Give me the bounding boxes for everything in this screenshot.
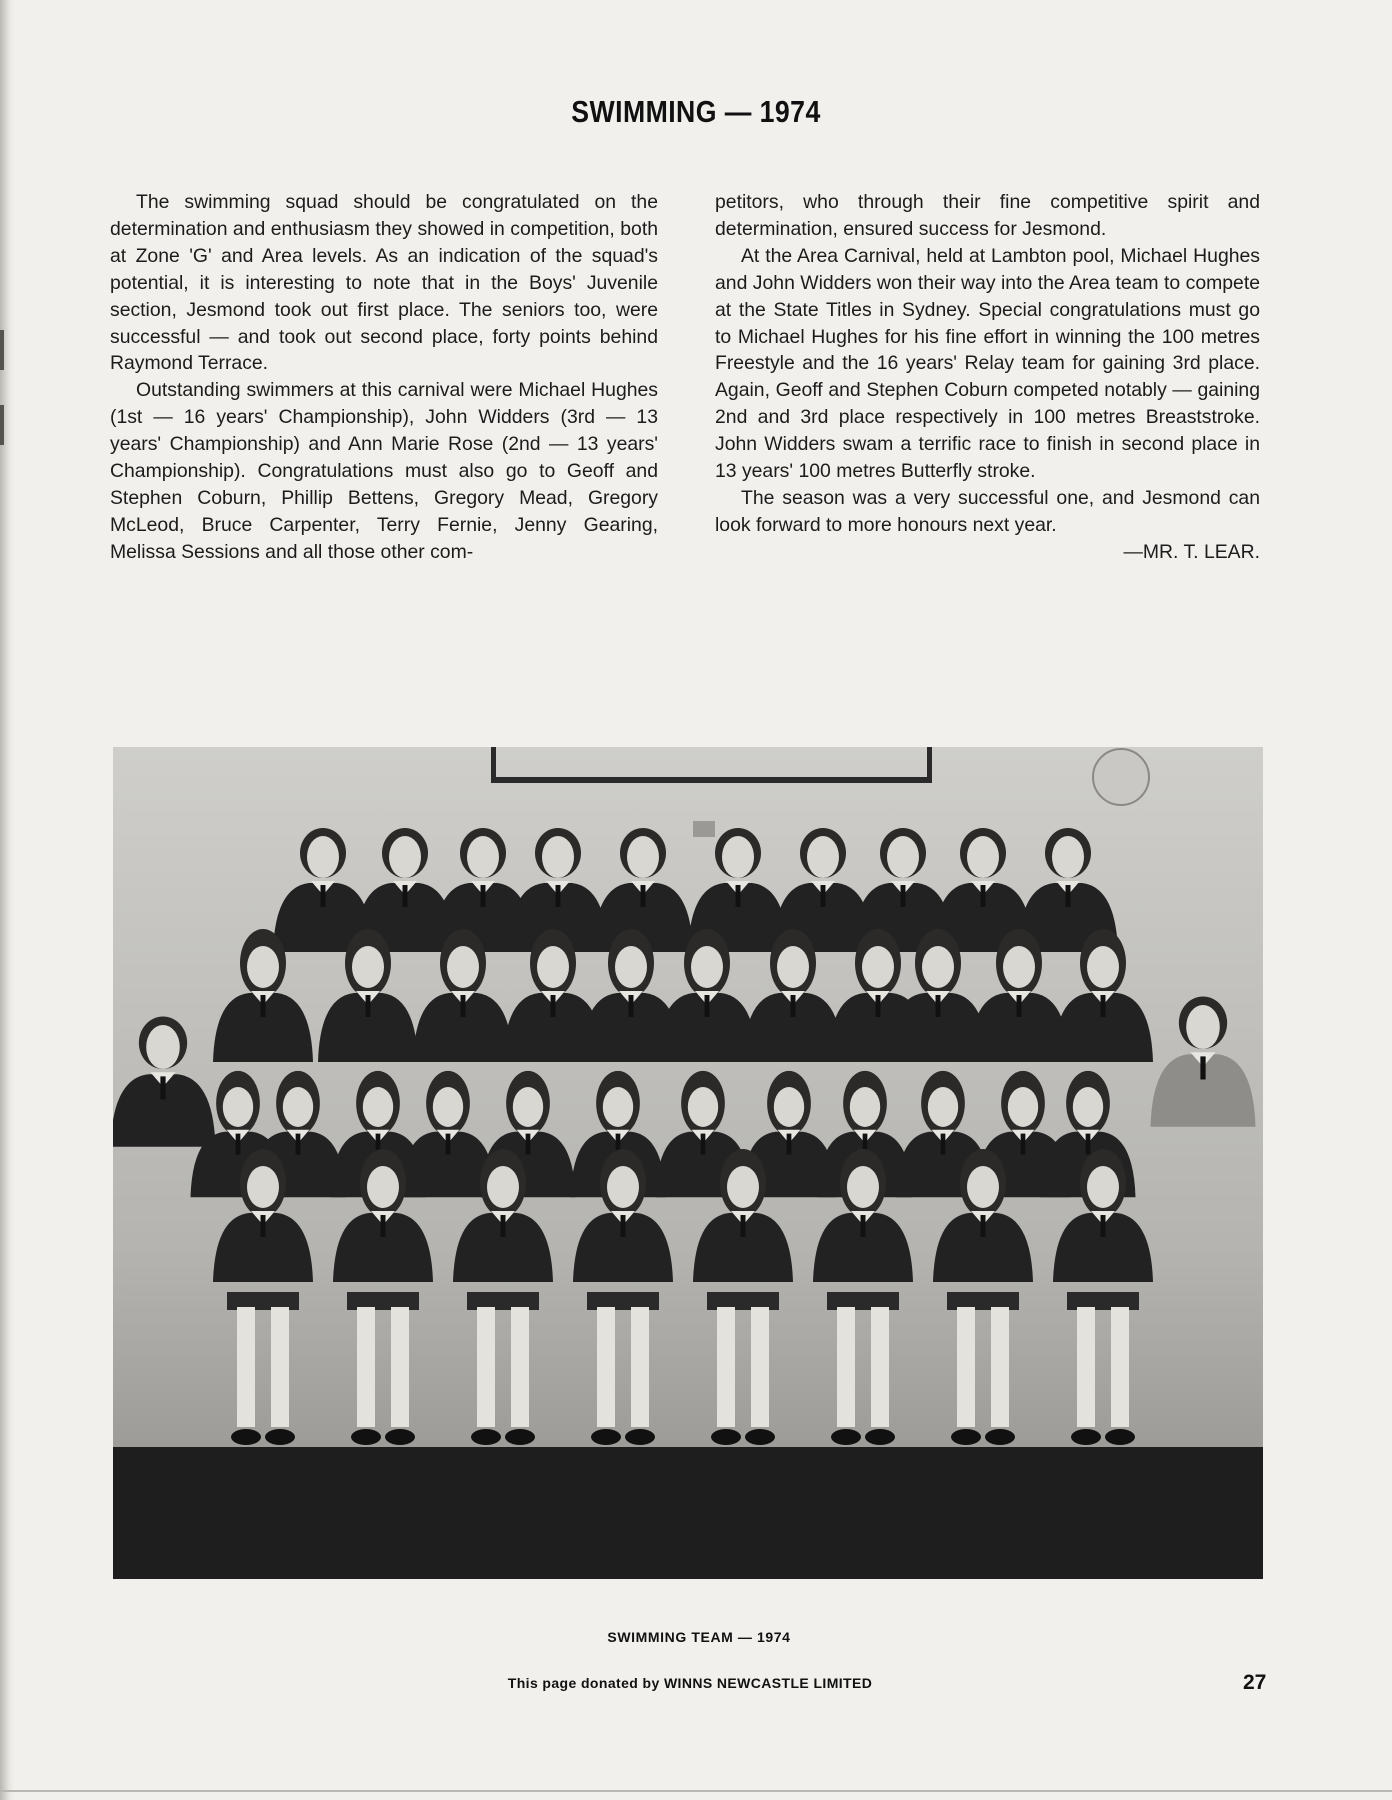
wall-board-frame bbox=[491, 777, 931, 783]
article-paragraph: petitors, who through their fine competitive spirit and determination, ensured success for Jesmond. bbox=[715, 191, 1260, 240]
donation-note: This page donated by WINNS NEWCASTLE LIMITED bbox=[507, 1675, 873, 1691]
page-bottom-edge bbox=[0, 1790, 1392, 1792]
page-number: 27 bbox=[1243, 1671, 1267, 1694]
binding-mark bbox=[0, 330, 4, 370]
author-signature: —MR. T. LEAR. bbox=[1123, 540, 1260, 563]
article-paragraph: The season was a very successful one, and Jesmond can look forward to more honours next year. bbox=[715, 486, 1260, 536]
article-paragraph: At the Area Carnival, held at Lambton pool, Michael Hughes and John Widders won their way into the Area team to compete at the State Titles in Sydney. Special congratulations must go to Michael Hughes for his fine effort in winning the 100 metres Freestyle and the 16 years' Relay team for gaining 3rd place. Again, Geoff and Stephen Coburn competed notably — gaining 2nd and 3rd place respectively in 100 metres Breaststroke. John Widders swam a terrific race to finish in second place in 13 years' 100 metres Butterfly stroke. bbox=[715, 244, 1260, 483]
page-binding-shadow bbox=[0, 0, 14, 1800]
article-left-column bbox=[110, 189, 658, 566]
wall-clock bbox=[1093, 749, 1149, 805]
team-photo-graphic bbox=[113, 747, 1263, 1579]
article-right-column bbox=[715, 189, 1260, 566]
photo-caption: SWIMMING TEAM — 1974 bbox=[607, 1629, 791, 1645]
article-paragraph: Outstanding swimmers at this carnival were Michael Hughes (1st — 16 years' Championship), John Widders (3rd — 13 years' Championship) and Ann Marie Rose (2nd — 13 years' Championship). Congratulations must also go to Geoff and Stephen Coburn, Phillip Bettens, Gregory Mead, Gregory McLeod, Bruce Carpenter, Terry Fernie, Jenny Gearing, Melissa Sessions and all those other com- bbox=[110, 379, 658, 563]
binding-mark bbox=[0, 405, 4, 445]
page-title: SWIMMING — 1974 bbox=[571, 94, 821, 129]
floor bbox=[113, 1447, 1263, 1579]
article-paragraph: The swimming squad should be congratulated on the determination and enthusiasm they showed in competition, both at Zone 'G' and Area levels. As an indication of the squad's potential, it is interesting to note that in the Boys' Juvenile section, Jesmond took out first place. The seniors too, were successful — and took out second place, forty points behind Raymond Terrace. bbox=[110, 191, 658, 375]
team-photograph bbox=[113, 747, 1263, 1579]
